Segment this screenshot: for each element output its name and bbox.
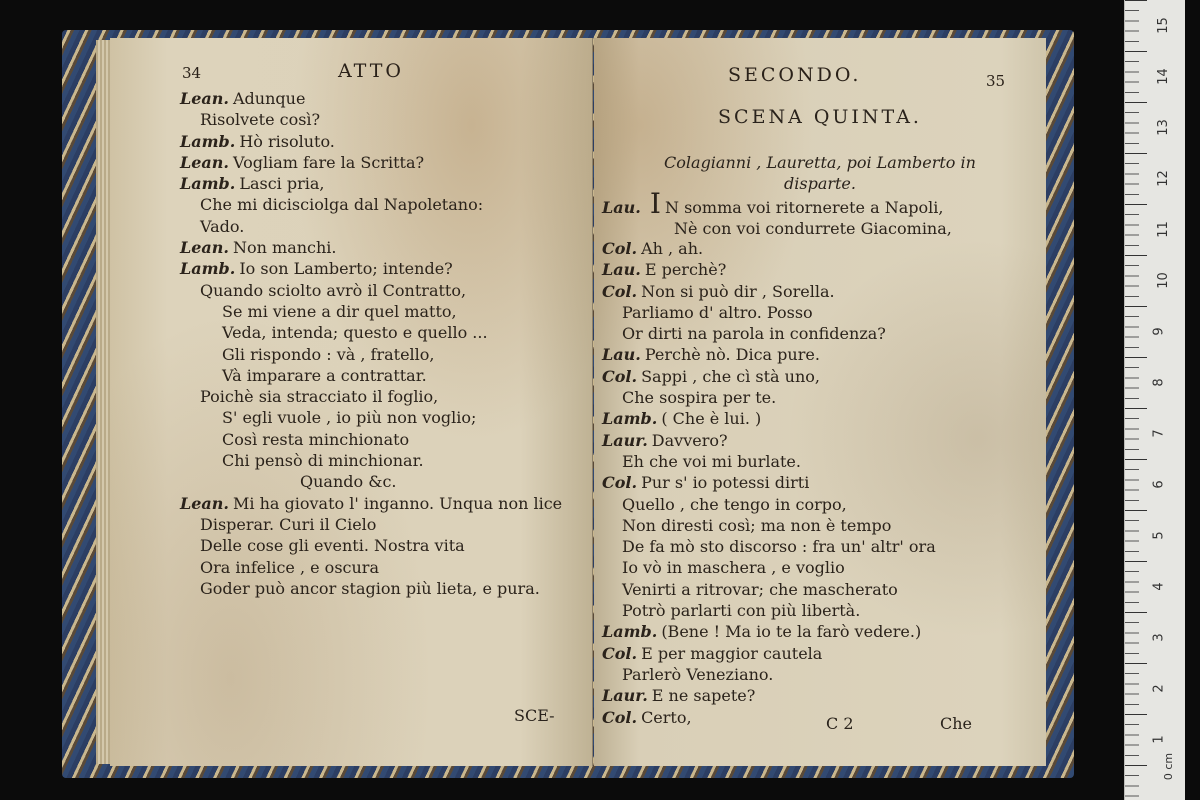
left-page — [110, 38, 593, 766]
speaker-label: Col. — [602, 473, 638, 493]
line-text: Delle cose gli eventi. Nostra vita — [200, 536, 465, 556]
page-number: 35 — [986, 72, 1006, 90]
dialogue-line — [180, 450, 562, 471]
ruler-number: 12 — [1155, 170, 1171, 187]
line-text: Or dirti na parola in confidenza? — [622, 324, 886, 344]
line-text: Io son Lamberto; intende? — [239, 259, 453, 279]
speaker-label: Col. — [602, 281, 638, 301]
dialogue-line — [602, 281, 936, 302]
speaker-label: Lamb. — [180, 131, 236, 151]
dialogue-line — [180, 152, 562, 173]
line-text: Venirti a ritrovar; che mascherato — [622, 579, 898, 599]
scene-cast-line: disparte. — [784, 174, 856, 193]
ruler-number: 1 — [1151, 735, 1167, 744]
line-text: Davvero? — [651, 430, 728, 450]
speaker-label: Lean. — [180, 89, 229, 108]
speaker-label: Lean. — [180, 493, 229, 513]
line-text: (Bene ! Ma io te la farò vedere.) — [661, 622, 922, 642]
line-text: Parlerò Veneziano. — [622, 664, 774, 684]
dialogue-line — [602, 472, 936, 493]
dialogue-line — [602, 600, 936, 621]
line-text: Io vò in maschera , e voglio — [622, 558, 845, 578]
dialogue-line — [180, 194, 562, 215]
dialogue-line — [180, 514, 562, 535]
dialogue-line — [180, 429, 562, 450]
line-text: Eh che voi mi burlate. — [622, 451, 801, 471]
speaker-label: Lean. — [180, 152, 229, 172]
dialogue-line — [180, 493, 562, 514]
line-text: Non si può dir , Sorella. — [641, 281, 835, 301]
right-text-block — [602, 238, 936, 728]
speaker-label: Col. — [602, 643, 638, 663]
line-text: Quando sciolto avrò il Contratto, — [200, 280, 467, 300]
dialogue-line — [602, 366, 936, 387]
dialogue-line — [602, 494, 936, 515]
line-text: E ne sapete? — [651, 686, 756, 706]
running-head: ATTO — [338, 60, 404, 82]
measurement-ruler — [1124, 0, 1185, 800]
ruler-unit-label: 0 cm — [1162, 752, 1176, 781]
dialogue-line — [602, 323, 936, 344]
speaker-label: Lau. — [602, 198, 641, 217]
right-page — [594, 38, 1046, 766]
line-text: E perchè? — [644, 260, 727, 280]
dialogue-line — [602, 259, 936, 280]
line-text: Vado. — [200, 216, 245, 236]
line-text: Lasci pria, — [239, 174, 325, 194]
line-text: Quando &c. — [300, 472, 397, 492]
dialogue-line — [180, 216, 562, 237]
ruler-number: 9 — [1151, 327, 1167, 336]
line-text: Se mi viene a dir quel matto, — [222, 301, 457, 321]
drop-cap: I — [649, 187, 661, 220]
dialogue-line — [602, 621, 936, 642]
dialogue-line — [180, 280, 562, 301]
line-text: Nè con voi condurrete Giacomina, — [674, 219, 952, 239]
ruler-number: 10 — [1155, 272, 1171, 289]
ruler-number: 6 — [1151, 480, 1167, 489]
dialogue-line — [602, 344, 936, 365]
speaker-label: Lamb. — [180, 174, 236, 194]
speaker-label: Col. — [602, 239, 638, 258]
line-text: Che sospira per te. — [622, 388, 777, 408]
dialogue-line — [180, 407, 562, 428]
dialogue-line — [602, 430, 936, 451]
dialogue-line — [180, 535, 562, 556]
dialogue-line — [180, 237, 562, 258]
line-text: Potrò parlarti con più libertà. — [622, 601, 861, 621]
scene-title: SCENA QUINTA. — [718, 106, 922, 128]
line-text: Risolvete così? — [200, 110, 321, 130]
dialogue-line — [602, 187, 952, 220]
dialogue-line — [180, 322, 562, 343]
line-text: S' egli vuole , io più non voglio; — [222, 408, 477, 428]
signature-mark: C 2 — [826, 714, 854, 733]
speaker-label: Lau. — [602, 260, 641, 280]
speaker-label: Lean. — [180, 238, 229, 258]
speaker-label: Laur. — [602, 686, 648, 706]
line-text: Vogliam fare la Scritta? — [233, 152, 425, 172]
running-head: SECONDO. — [728, 64, 862, 86]
dialogue-line — [602, 218, 952, 239]
line-text: Parliamo d' altro. Posso — [622, 302, 813, 322]
dialogue-line — [180, 578, 562, 599]
page-number: 34 — [182, 64, 202, 82]
dialogue-line — [180, 557, 562, 578]
left-text-block — [180, 88, 562, 599]
line-text: Gli rispondo : và , fratello, — [222, 344, 435, 364]
ruler-major-ticks — [1125, 0, 1147, 800]
speaker-label: Lamb. — [602, 622, 658, 642]
dialogue-line — [602, 664, 936, 685]
ruler-number: 2 — [1151, 684, 1167, 693]
line-text: ( Che è lui. ) — [661, 409, 762, 429]
dialogue-line — [180, 471, 562, 492]
speaker-label: Lamb. — [180, 259, 236, 279]
ruler-number: 13 — [1155, 119, 1171, 136]
dialogue-line — [180, 173, 562, 194]
dialogue-line — [180, 344, 562, 365]
dialogue-line — [602, 643, 936, 664]
ruler-number: 7 — [1151, 429, 1167, 438]
dialogue-line — [602, 451, 936, 472]
line-text: Veda, intenda; questo e quello ... — [222, 323, 488, 343]
dialogue-line — [602, 238, 936, 259]
line-text: Hò risoluto. — [239, 131, 335, 151]
line-text: Pur s' io potessi dirti — [641, 473, 810, 493]
line-text: Và imparare a contrattar. — [222, 365, 427, 385]
dialogue-line — [602, 707, 936, 728]
dialogue-line — [602, 579, 936, 600]
speaker-label: Laur. — [602, 430, 648, 450]
dialogue-line — [180, 131, 562, 152]
dialogue-line — [602, 536, 936, 557]
dialogue-line — [180, 88, 562, 109]
line-text: N somma voi ritornerete a Napoli, — [664, 198, 944, 217]
ruler-number: 4 — [1151, 582, 1167, 591]
line-text: Non diresti così; ma non è tempo — [622, 515, 892, 535]
line-text: Poichè sia stracciato il foglio, — [200, 387, 439, 407]
ruler-number: 11 — [1155, 221, 1171, 238]
speaker-label: Lamb. — [602, 409, 658, 429]
dialogue-line — [180, 258, 562, 279]
dialogue-line — [180, 365, 562, 386]
line-text: Disperar. Curi il Cielo — [200, 514, 377, 534]
line-text: E per maggior cautela — [641, 643, 823, 663]
ruler-number: 8 — [1151, 378, 1167, 387]
catchword: SCE- — [514, 706, 555, 725]
line-text: Non manchi. — [233, 238, 337, 258]
ruler-number: 15 — [1155, 17, 1171, 34]
line-text: Ah , ah. — [641, 239, 704, 258]
line-text: Chi pensò di minchionar. — [222, 451, 424, 471]
speaker-label: Col. — [602, 366, 638, 386]
line-text: De fa mò sto discorso : fra un' altr' ora — [622, 537, 936, 557]
ruler-number: 3 — [1151, 633, 1167, 642]
dialogue-line — [602, 515, 936, 536]
ruler-number: 14 — [1155, 68, 1171, 85]
line-text: Che mi dicisciolga dal Napoletano: — [200, 195, 484, 215]
dialogue-line — [602, 685, 936, 706]
speaker-label: Lau. — [602, 345, 641, 365]
scene-cast-line: Colagianni , Lauretta, poi Lamberto in — [664, 153, 976, 172]
scene-cast — [594, 152, 1046, 194]
line-text: Sappi , che cì stà uno, — [641, 366, 820, 386]
line-text: Ora infelice , e oscura — [200, 557, 379, 577]
speaker-label: Col. — [602, 707, 638, 727]
dialogue-line — [602, 302, 936, 323]
dialogue-line — [602, 408, 936, 429]
dialogue-line — [602, 387, 936, 408]
ruler-number: 5 — [1151, 531, 1167, 540]
line-text: Così resta minchionato — [222, 429, 410, 449]
catchword: Che — [940, 714, 973, 733]
dialogue-line — [180, 301, 562, 322]
line-text: Adunque — [233, 89, 306, 108]
dialogue-line — [180, 109, 562, 130]
scene-opening — [602, 187, 952, 240]
dialogue-line — [180, 386, 562, 407]
line-text: Certo, — [641, 707, 692, 727]
line-text: Perchè nò. Dica pure. — [644, 345, 820, 365]
dialogue-line — [602, 557, 936, 578]
line-text: Goder può ancor stagion più lieta, e pura. — [200, 578, 540, 598]
line-text: Mi ha giovato l' inganno. Unqua non lice — [233, 493, 563, 513]
line-text: Quello , che tengo in corpo, — [622, 494, 847, 514]
